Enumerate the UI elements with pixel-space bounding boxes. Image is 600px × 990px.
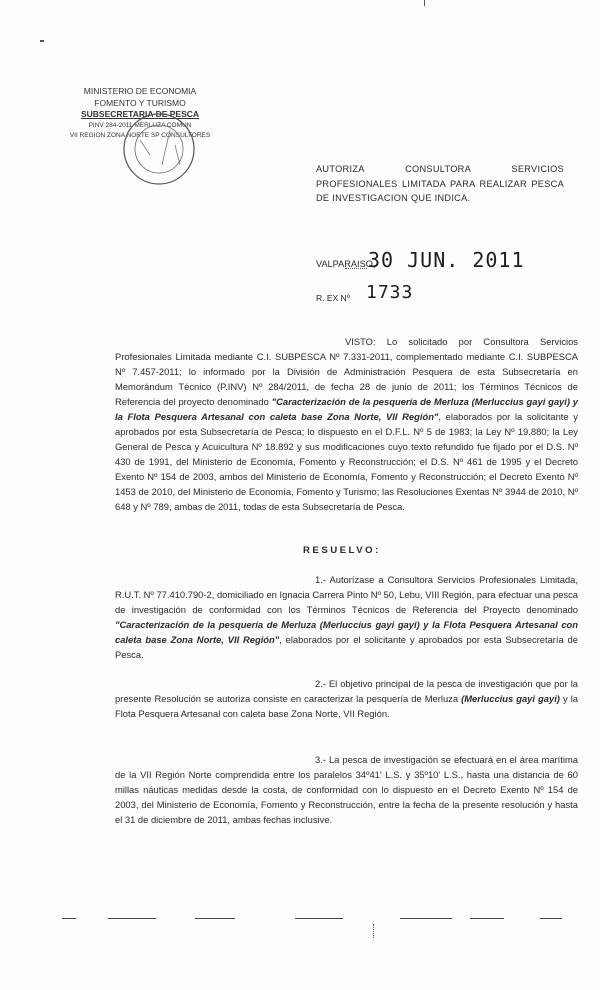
bottom-rule-7 (540, 918, 562, 919)
subsecretaria-label: SUBSECRETARIA DE PESCA (80, 109, 200, 119)
visto-text-2: , elaborados por la solicitante y aprobados por esta Subsecretaría de Pesca; lo dispuesto en el D.F.L. Nº 5 de 1983; la Ley Nº 19.880; la Ley General de Pesca y Acuicultura Nº 18.892 y sus modificaciones cuyo texto refundido fue fijado por el D.S. Nº 430 de 1991, del Ministerio de Economía, Fomento y Reconstrucción; el D.S. Nº 461 de 1995 y el Decreto Exento Nº 154 de 2003, ambos del Ministerio de Economía, Fomento y Reconstrucción; el Decreto Exento Nº 1453 de 2010, del Ministerio de Economía, Fomento y Turismo; las Resoluciones Exentas Nº 3944 de 2010, Nº 648 y Nº 789, ambas de 2011, todas de esta Subsecretaría de Pesca. (115, 411, 578, 512)
bottom-rule-4 (295, 918, 343, 919)
resolution-item-3 (115, 752, 578, 827)
resolution-item-2 (115, 676, 578, 721)
bottom-rule-2 (108, 918, 156, 919)
item1-text-a: 1.- Autorízase a Consultora Servicios Profesionales Limitada, R.U.T. Nº 77.410.790-2, domiciliado en Ignacia Carrera Pinto Nº 50, Lebu, VIII Región, para efectuar una pesca de investigación de conformidad con los Términos Técnicos de Referencia del Proyecto denominado (115, 574, 578, 615)
resolution-item-1 (115, 572, 578, 662)
resolution-number: 1733 (366, 282, 414, 303)
item1-text-b: , elaborados por el solicitante y aprobados por esta Subsecretaría de Pesca. (115, 634, 578, 660)
resuelvo-heading: RESUELVO: (303, 545, 381, 556)
item3-text: 3.- La pesca de investigación se efectuará en el área marítima de la VII Región Norte comprendida entre los paralelos 34º41' L.S. y 35º10' L.S., hasta una distancia de 60 millas náuticas medidas desde la costa, de conformidad con lo dispuesto en el Decreto Exento Nº 154 de 2003, del Ministerio de Economía, Fomento y Reconstrucción, entre la fecha de la presente resolución y hasta el 31 de diciembre de 2011, ambas fechas inclusive. (115, 754, 578, 825)
official-seal-stamp (120, 110, 198, 188)
resolution-number-label: R. EX Nº (316, 293, 350, 303)
ministry-line2: FOMENTO Y TURISMO (94, 97, 186, 108)
date-stamp: 30 JUN. 2011 (368, 248, 525, 272)
dotted-line (345, 268, 367, 269)
visto-lead: VISTO: (345, 336, 376, 347)
item2-text-b: y la Flota Pesquera Artesanal con caleta base Zona Norte, VII Región. (115, 693, 578, 719)
reference-line1: PINV 284-2011 MERLUZA COMUN (88, 121, 192, 129)
top-mark (424, 0, 425, 6)
bottom-dotted-mark (373, 924, 374, 938)
bottom-rule-6 (470, 918, 504, 919)
item2-text-a: 2.- El objetivo principal de la pesca de investigación que por la presente Resolución se autoriza consiste en caracterizar la pesquería de Merluza (115, 678, 578, 704)
bottom-rule-3 (195, 918, 235, 919)
resolution-subject: AUTORIZA CONSULTORA SERVICIOS PROFESIONALES LIMITADA PARA REALIZAR PESCA DE INVESTIGACION QUE INDICA. (316, 164, 564, 203)
bottom-rule-1 (62, 918, 76, 919)
item1-project-title: "Caracterización de la pesquería de Merluza (Merluccius gayi gayi) y la Flota Pesquera Artesanal con caleta base Zona Norte, VII Región" (115, 619, 578, 645)
bottom-rule-5 (400, 918, 452, 919)
left-mark (40, 40, 44, 42)
project-title: "Caracterización de la pesquería de Merluza (Merluccius gayi gayi) y la Flota Pesquera Artesanal con caleta base Zona Norte, VII Región" (115, 396, 579, 422)
visto-text-1: Lo solicitado por Consultora Servicios Profesionales Limitada mediante C.I. SUBPESCA Nº 7.331-2011, complementado mediante C.I. SUBPESCA Nº 7.457-2011; lo informado por la División de Administración Pesquera de esta Subsecretaría en Memorándum Técnico (P.INV) Nº 284/2011, de fecha 28 de junio de 2011; los Términos Técnicos de Referencia del proyecto denominado (115, 336, 578, 407)
place-label: VALPARAISO, (316, 259, 376, 269)
visto-paragraph (115, 334, 578, 514)
ministry-line1: MINISTERIO DE ECONOMIA (83, 86, 197, 96)
item2-species: (Merluccius gayi gayi) (461, 693, 560, 704)
reference-line2: VII REGION ZONA NORTE SP CONSULTORES (69, 131, 211, 139)
